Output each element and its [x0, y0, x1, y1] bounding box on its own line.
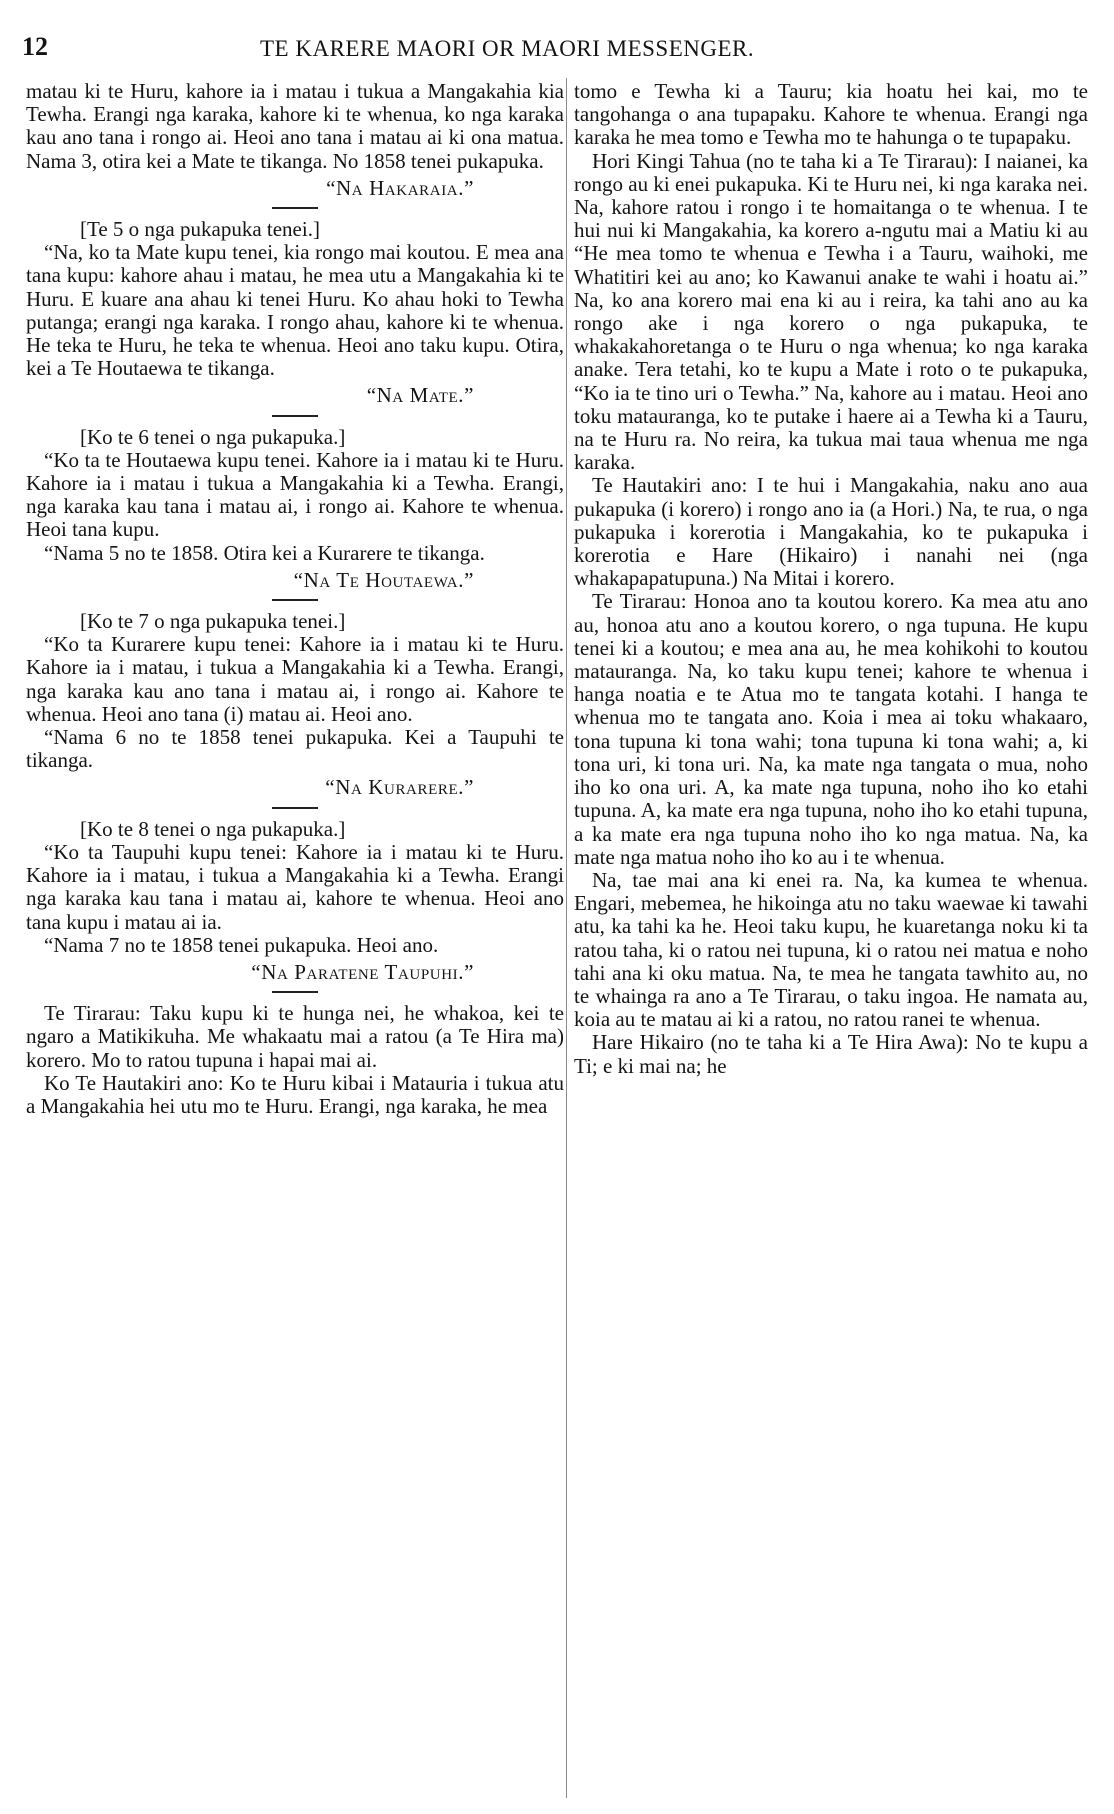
- page-number: 12: [22, 32, 48, 61]
- letter-heading: [Ko te 8 tenei o nga pukapuka.]: [80, 816, 346, 841]
- signature-line: “Na Hakaraia.”: [326, 175, 474, 200]
- paragraph: “Nama 6 no te 1858 tenei pukapuka. Kei a Taupuhi te tikanga.: [26, 725, 564, 773]
- paragraph: Te Tirarau: Taku kupu ki te hunga nei, he whakoa, kei te ngaro a Matikikuha. Me whakaatu mai a ratou (a Te Hira ma) korero. Mo to ratou tupuna i hapai mai ai.: [26, 1001, 564, 1072]
- paragraph: “Nama 5 no te 1858. Otira kei a Kurarere te tikanga.: [44, 540, 485, 565]
- paragraph: Te Tirarau: Honoa ano ta koutou korero. Ka mea atu ano au, honoa atu ano a koutou korero, o nga tupuna. He kupu tenei ki a koutou; e mea ana au, he mea kohikohi to koutou matauranga. Na, ko taku kupu tenei; kahore te whenua i hanga noatia e te Atua mo te tangata kotahi. I hanga te whenua mo te tangata ano. Koia i mea ai toku whakaaro, tona tupuna ki tona wahi; tona tupuna ki tona wahi; a, ki tona uri, ki tona uri. Na, ka mate nga tangata o mua, noho iho ko ona uri. A, ka mate nga tupuna, noho iho ko etahi tupuna. A, ka mate era nga tupuna, noho iho ko etahi tupuna, a ka mate era nga tupuna noho iho ko nga matua. Na, ka mate nga matua noho iho ko au i te whenua.: [574, 589, 1088, 869]
- page-header: [22, 26, 1082, 72]
- paragraph: tomo e Tewha ki a Tauru; kia hoatu hei kai, mo te tangohanga o ana tupapaku. Kahore te whenua. Erangi nga karaka he mea tomo e Tewha mo te hahunga o te tupapaku.: [574, 79, 1088, 150]
- paragraph: “Ko ta Kurarere kupu tenei: Kahore ia i matau ki te Huru. Kahore ia i matau, i tukua a Mangakahia ki a Tewha. Erangi, nga karaka kau ano tana i matau ai, i rongo ai. Kahore te whenua. Heoi ano tana (i) matau ai. Heoi ano.: [26, 632, 564, 726]
- section-divider: [272, 207, 318, 209]
- signature-line: “Na Mate.”: [366, 383, 474, 408]
- paragraph: “Na, ko ta Mate kupu tenei, kia rongo mai koutou. E mea ana tana kupu: kahore ahau i matau, he mea utu a Mangakahia ki te Huru. E kuare ana ahau ki tenei Huru. Ko ahau hoki to Tewha putanga; erangi nga karaka. I rongo ahau, kahore ki te whenua. He teka te Huru, he teka te whenua. Heoi ano taku kupu. Otira, kei a Te Houtaewa te tikanga.: [26, 240, 564, 381]
- column-rule: [566, 78, 567, 1798]
- paragraph: Te Hautakiri ano: I te hui i Mangakahia, naku ano aua pukapuka (i korero) i rongo ano ia (a Hori.) Na, te rua, o nga pukapuka i korerotia i Mangakahia, ko te pukapuka i korerotia e Hare (Hikairo) i nanahi nei (nga whakapapatupuna.) Na Mitai i korero.: [574, 473, 1088, 591]
- signature-line: “Na Paratene Taupuhi.”: [251, 959, 474, 984]
- paragraph: “Ko ta te Houtaewa kupu tenei. Kahore ia i matau ki te Huru. Kahore ia i matau i tukua a Mangakahia ki a Tewha. Erangi, nga karaka kau tana i matau ai, i rongo ai. Kahore te whenua. Heoi tana kupu.: [26, 447, 564, 542]
- section-divider: [272, 991, 318, 993]
- paragraph: Ko Te Hautakiri ano: Ko te Huru kibai i Matauria i tukua atu a Mangakahia hei utu mo te Huru. Erangi, nga karaka, he mea: [26, 1070, 564, 1118]
- letter-heading: [Te 5 o nga pukapuka tenei.]: [80, 217, 320, 242]
- paragraph: Hori Kingi Tahua (no te taha ki a Te Tirarau): I naianei, ka rongo au ki enei pukapuka. Ki te Huru nei, ki nga karaka nei. Na, kahore ratou i rongo i te homaitanga o te whenua. I te hui nui ki Mangakahia, ka korero a-ngutu mai a Matiu ki au “He mea tomo te whenua e Tewha i a Tauru, waihoki, me Whatitiri kei au ano; ko Kawanui anake te wahi i hoatu ai.” Na, ko ana korero mai ena ki au i reira, ka tahi ano au ka rongo ake i nga korero o nga pukapuka, te whakakahoretanga o te Huru o nga whenua; ko nga karaka anake. Tera tetahi, ko te kupu a Mate i roto o te pukapuka, “Ko ia te tino uri o Tewha.” Na, kahore au i matau. Heoi ano toku matauranga, ko te putake i haere ai a Tewha ki a Tauru, na te Huru ra. No reira, ka tukua mai taua whenua me nga karaka.: [574, 148, 1088, 475]
- page-title: TE KARERE MAORI OR MAORI MESSENGER.: [260, 36, 755, 61]
- signature-line: “Na Te Houtaewa.”: [293, 567, 474, 592]
- paragraph: matau ki te Huru, kahore ia i matau i tukua a Mangakahia kia Tewha. Erangi nga karaka, kahore ki te whenua, ko nga karaka kau ano tana i rongo ai. Heoi ano tana i matau ai ki ona matua. Nama 3, otira kei a Mate te tikanga. No 1858 tenei pukapuka.: [26, 79, 564, 173]
- right-column: [574, 80, 1088, 1078]
- paragraph: Hare Hikairo (no te taha ki a Te Hira Awa): No te kupu a Ti; e ki mai na; he: [574, 1030, 1088, 1078]
- left-column: [26, 80, 564, 1118]
- paragraph: “Nama 7 no te 1858 tenei pukapuka. Heoi ano.: [44, 932, 439, 957]
- signature-line: “Na Kurarere.”: [325, 775, 474, 800]
- letter-heading: [Ko te 6 tenei o nga pukapuka.]: [80, 424, 346, 449]
- paragraph: “Ko ta Taupuhi kupu tenei: Kahore ia i matau ki te Huru. Kahore ia i matau, i tukua a Mangakahia ki a Tewha. Erangi nga karaka kau tana i matau ai, kahore te whenua. Heoi ano tana kupu i matau ai ia.: [26, 839, 564, 934]
- letter-heading: [Ko te 7 o nga pukapuka tenei.]: [80, 609, 346, 634]
- section-divider: [272, 415, 318, 417]
- section-divider: [272, 807, 318, 809]
- section-divider: [272, 599, 318, 601]
- paragraph: Na, tae mai ana ki enei ra. Na, ka kumea te whenua. Engari, mebemea, he hikoinga atu no taku waewae ki tawahi atu, ka tahi ka he. Heoi taku kupu, he kuaretanga noku ki ta ratou taha, ki o ratou nei tupuna, ki o ratou nei matua e noho tahi ana ki oku matua. Na, te mea he tangata tawhito au, no te whainga ra ano a Te Tirarau, o taku ingoa. He namata au, koia au te matau ai ki a ratou, no ratou ranei te whenua.: [574, 867, 1088, 1032]
